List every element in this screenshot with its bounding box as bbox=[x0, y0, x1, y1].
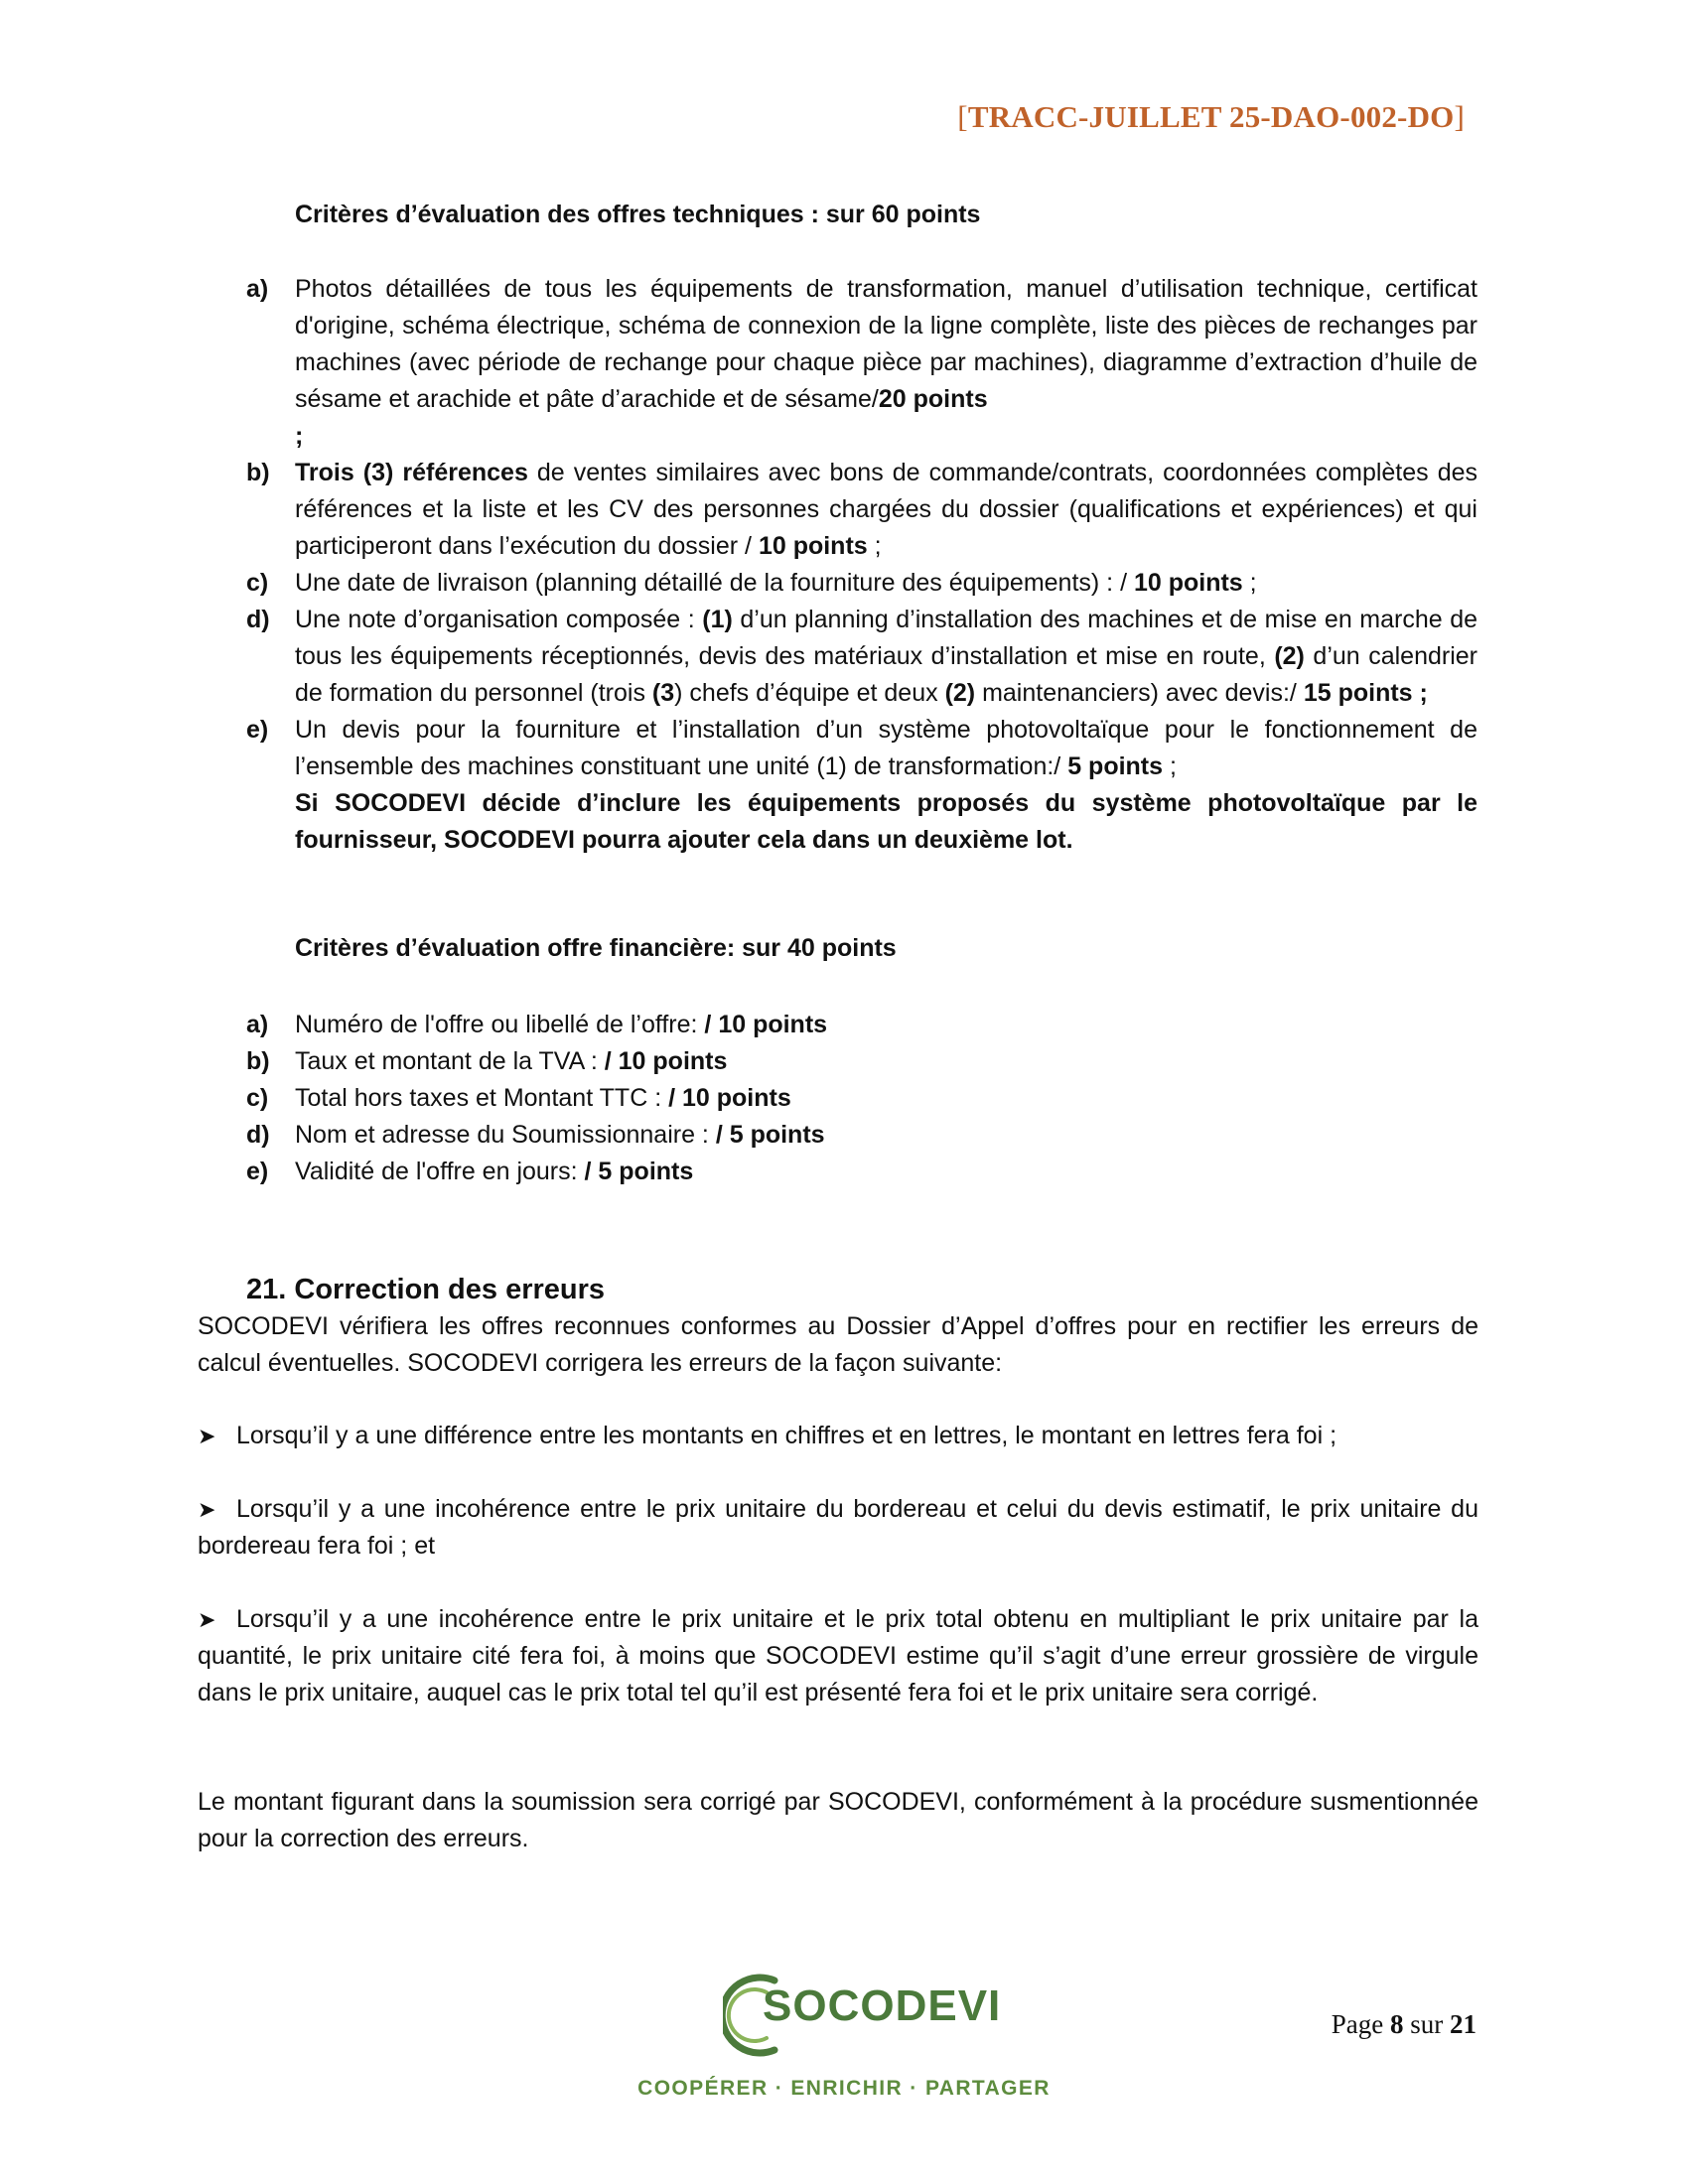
item-text bbox=[295, 271, 1477, 455]
item-text bbox=[295, 602, 1477, 712]
list-item bbox=[198, 1601, 1478, 1711]
item-text bbox=[295, 1080, 791, 1117]
item-points: / 10 points bbox=[704, 1011, 828, 1038]
item-points: 10 points bbox=[1133, 569, 1243, 597]
item-text bbox=[295, 1043, 727, 1080]
item-text bbox=[295, 712, 1477, 859]
list-item bbox=[198, 1491, 1478, 1565]
section-21-closing: Le montant figurant dans la soumission sera corrigé par SOCODEVI, conformément à la procédure susmentionnée pour la correction des erreurs. bbox=[198, 1788, 1478, 1852]
item-body: d’un calendrier de formation du personnel (trois bbox=[295, 642, 1477, 707]
item-tail: ; bbox=[867, 532, 882, 560]
item-label: a) bbox=[246, 275, 269, 303]
item-body: Un devis pour la fourniture et l’installation d’un système photovoltaïque pour le fonctionnement de l’ensemble des machines constituant une unité (1) de transformation:/ bbox=[295, 716, 1477, 780]
page-prefix: Page bbox=[1331, 2009, 1390, 2039]
technical-criteria-title: Critères d’évaluation des offres techniques : sur 60 points bbox=[295, 201, 981, 228]
bullet-text: Lorsqu’il y a une incohérence entre le prix unitaire du bordereau et celui du devis estimatif, le prix unitaire du bordereau fera foi ; et bbox=[198, 1495, 1478, 1560]
item-label: a) bbox=[246, 1011, 269, 1038]
page-mid: sur bbox=[1403, 2009, 1450, 2039]
item-body: Une note d’organisation composée : bbox=[295, 606, 703, 633]
page-total: 21 bbox=[1450, 2009, 1477, 2039]
financial-criteria-list bbox=[246, 1007, 1477, 1190]
list-item bbox=[198, 1418, 1478, 1454]
item-text bbox=[295, 455, 1477, 565]
list-item bbox=[246, 1007, 1477, 1043]
item-body: d’un planning d’installation des machines et de mise en marche de tous les équipements réceptionnés, devis des matériaux d’installation et mise en route, bbox=[295, 606, 1477, 670]
list-item bbox=[246, 1117, 1477, 1154]
item-tail: ; bbox=[1242, 569, 1257, 597]
page-number bbox=[1332, 2009, 1477, 2040]
item-number: (1) bbox=[702, 606, 733, 633]
item-text bbox=[295, 1117, 825, 1154]
item-body: Une date de livraison (planning détaillé de la fourniture des équipements) : / bbox=[295, 569, 1134, 597]
list-item bbox=[246, 1154, 1477, 1190]
item-points: 10 points bbox=[758, 532, 868, 560]
bullet-text: Lorsqu’il y a une incohérence entre le prix unitaire et le prix total obtenu en multipliant le prix unitaire par la quantité, le prix unitaire cité fera foi, à moins que SOCODEVI estime qu’il s’agit d’une erreur grossière de virgule dans le prix unitaire, auquel cas le prix total tel qu’il est présenté fera foi et le prix unitaire sera corrigé. bbox=[198, 1605, 1478, 1706]
item-points: 5 points bbox=[1067, 752, 1164, 780]
item-points: / 10 points bbox=[604, 1047, 728, 1075]
item-body: Nom et adresse du Soumissionnaire : bbox=[295, 1121, 716, 1149]
list-item bbox=[246, 1043, 1477, 1080]
item-number: (3 bbox=[651, 679, 675, 707]
list-item bbox=[246, 712, 1477, 859]
item-body: Photos détaillées de tous les équipements de transformation, manuel d’utilisation technique, certificat d'origine, schéma électrique, schéma de connexion de la ligne complète, liste des pièces de rechanges par machines (avec période de rechange pour chaque pièce par machines), diagramme d’extraction d’huile de sésame et arachide et pâte d’arachide et de sésame/ bbox=[295, 275, 1477, 413]
section-21-intro: SOCODEVI vérifiera les offres reconnues conformes au Dossier d’Appel d’offres pour en rectifier les erreurs de calcul éventuelles. SOCODEVI corrigera les erreurs de la façon suivante: bbox=[198, 1312, 1478, 1377]
arrow-bullet-icon: ➤ bbox=[198, 1424, 216, 1448]
arrow-bullet-icon: ➤ bbox=[198, 1607, 216, 1632]
item-label: c) bbox=[246, 1084, 269, 1112]
item-label: d) bbox=[246, 1121, 270, 1149]
page-current: 8 bbox=[1390, 2009, 1404, 2039]
bullet-text: Lorsqu’il y a une différence entre les montants en chiffres et en lettres, le montant en lettres fera foi ; bbox=[236, 1422, 1337, 1449]
item-body: Numéro de l'offre ou libellé de l’offre: bbox=[295, 1011, 705, 1038]
list-item bbox=[246, 565, 1477, 602]
item-tail: ; bbox=[295, 422, 304, 450]
list-item bbox=[246, 455, 1477, 565]
item-points: 20 points bbox=[878, 385, 988, 413]
list-item bbox=[246, 602, 1477, 712]
item-text bbox=[295, 1007, 827, 1043]
item-label: e) bbox=[246, 716, 269, 744]
item-lead: Trois (3) références bbox=[295, 459, 528, 486]
item-tail: ; bbox=[1163, 752, 1177, 780]
item-number: (2) bbox=[1274, 642, 1305, 670]
footer-tagline: COOPÉRER · ENRICHIR · PARTAGER bbox=[637, 2077, 1051, 2100]
section-21-heading: 21. Correction des erreurs bbox=[246, 1274, 606, 1305]
header-close-bracket: ] bbox=[1454, 99, 1465, 134]
document-reference-header bbox=[957, 99, 1465, 135]
technical-criteria-list bbox=[246, 271, 1477, 859]
list-item bbox=[246, 1080, 1477, 1117]
item-number: (2) bbox=[944, 679, 976, 707]
item-body: maintenanciers) avec devis:/ bbox=[975, 679, 1304, 707]
item-points: / 10 points bbox=[668, 1084, 791, 1112]
photovoltaic-note: Si SOCODEVI décide d’inclure les équipements proposés du système photovoltaïque par le fournisseur, SOCODEVI pourra ajouter cela dans un deuxième lot. bbox=[295, 789, 1477, 854]
header-open-bracket: [ bbox=[957, 99, 968, 134]
arrow-bullet-icon: ➤ bbox=[198, 1497, 216, 1522]
item-label: c) bbox=[246, 569, 269, 597]
item-body: de ventes similaires avec bons de commande/contrats, coordonnées complètes des références et la liste et les CV des personnes chargées du dossier (qualifications et expériences) et qui participeront dans l’exécution du dossier / bbox=[295, 459, 1478, 560]
socodevi-logo-text: SOCODEVI bbox=[763, 1981, 1002, 2030]
item-body: Taux et montant de la TVA : bbox=[295, 1047, 605, 1075]
financial-criteria-title: Critères d’évaluation offre financière: sur 40 points bbox=[295, 934, 897, 962]
item-text bbox=[295, 565, 1477, 602]
item-text bbox=[295, 1154, 693, 1190]
item-label: b) bbox=[246, 1047, 270, 1075]
item-label: e) bbox=[246, 1158, 269, 1185]
item-body: Total hors taxes et Montant TTC : bbox=[295, 1084, 669, 1112]
item-label: b) bbox=[246, 459, 270, 486]
item-body: Validité de l'offre en jours: bbox=[295, 1158, 585, 1185]
item-points: 15 points ; bbox=[1303, 679, 1428, 707]
item-points: / 5 points bbox=[584, 1158, 694, 1185]
list-item bbox=[246, 271, 1477, 455]
item-body: ) chefs d’équipe et deux bbox=[674, 679, 945, 707]
item-label: d) bbox=[246, 606, 270, 633]
item-points: / 5 points bbox=[715, 1121, 825, 1149]
header-reference: TRACC-JUILLET 25-DAO-002-DO bbox=[967, 99, 1455, 134]
